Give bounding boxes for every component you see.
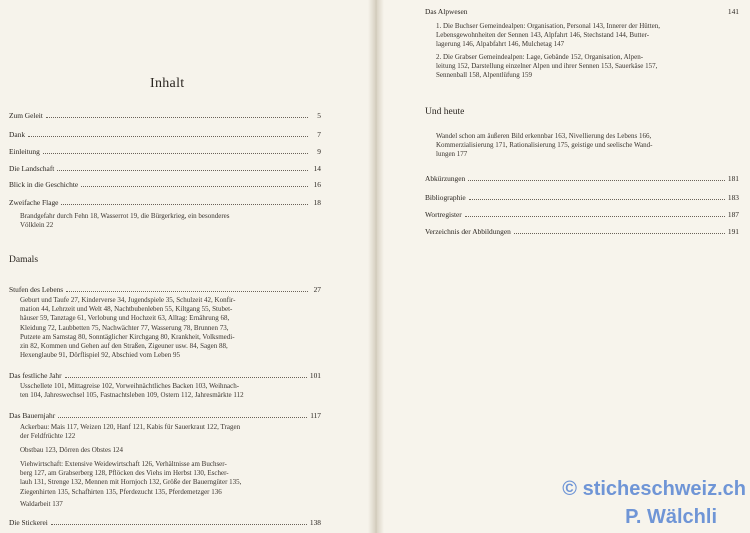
toc-entry: Das Bauernjahr 117 [9, 411, 321, 420]
toc-entry: Die Landschaft 14 [9, 164, 321, 173]
toc-subentries: Obstbau 123, Dörren des Obstes 124 [20, 446, 124, 454]
watermark-author: P. Wälchli [625, 506, 717, 528]
toc-entry: Verzeichnis der Abbildungen 191 [425, 227, 739, 236]
toc-entry: Einleitung 9 [9, 147, 321, 156]
running-head: Das Alpwesen 141 [425, 7, 739, 16]
toc-subentries: 2. Die Grabser Gemeindealpen: Lage, Gebände 152, Organisation, Alpen- leitung 152, Darstellung einzelner Alpen und ihrer Sennen 153, Sauerkäse 157, Sennenball 158, Alpentlüfung 159 [436, 53, 658, 80]
toc-entry: Die Stickerei 138 [9, 518, 321, 527]
watermark-copyright: © sticheschweiz.ch [562, 478, 746, 500]
section-heading-und-heute: Und heute [425, 107, 465, 117]
section-heading-damals: Damals [9, 255, 39, 265]
toc-subentries: Wandel schon am äußeren Bild erkennbar 163, Nivellierung des Lebens 166, Kommerzialisierung 171, Rationalisierung 175, geistige und seelische Wand- lungen 177 [436, 132, 653, 159]
toc-subentries: Viehwirtschaft: Extensive Weidewirtschaft 126, Verhältnisse am Buchser- berg 127, am Grabserberg 128, Pflöcken des Viehs im Herbst 130, Escher- lauh 131, Strenge 132, Mennen mit Hornjoch 132, Größe der Bauerngüter 135, Ziegenhirten 135, Schafhirten 135, Pferdezucht 135, Pferdemetzger 136 [20, 460, 242, 496]
toc-subentries: Brandgefahr durch Fehn 18, Wasserrot 19, die Bürgerkrieg, ein besonderes Völklein 22 [20, 212, 230, 230]
toc-entry: Zum Geleit 5 [9, 111, 321, 120]
toc-subentries: 1. Die Buchser Gemeindealpen: Organisation, Personal 143, Innerer der Hütten, Lebensgewohnheiten der Sennen 143, Alpfahrt 146, Stechstand 144, Butter- lagerung 146, Alpabfahrt 146, Mulchetag 147 [436, 22, 660, 49]
toc-entry: Blick in die Geschichte 16 [9, 180, 321, 189]
toc-entry: Zweifache Flage 18 [9, 198, 321, 207]
toc-entry: Bibliographie 183 [425, 193, 739, 202]
toc-entry: Abkürzungen 181 [425, 174, 739, 183]
toc-subentries: Usschellete 101, Mittagreise 102, Vorweihnächtliches Backen 103, Weihnach- ten 104, Jahreswechsel 105, Fastnachtsleben 109, Ostern 112, Jahresmärkte 112 [20, 382, 244, 400]
toc-subentries: Waldarbeit 137 [20, 500, 63, 508]
toc-entry: Wortregister 187 [425, 210, 739, 219]
toc-subentries: Geburt und Taufe 27, Kinderverse 34, Jugendspiele 35, Schulzeit 42, Konfir- mation 44, Lehrzeit und Welt 48, Nachtbubenleben 55, Kiltgang 55, Stubet- häuser 59, Tanztage 61, Verlobung und Hochzeit 63, Alltag: Ernährung 68, Kleidung 72, Laubbetten 75, Nachwächter 77, Wasserung 78, Brunnen 73, Putzete am Samstag 80, Sonntäglicher Kirchgang 80, Krankheit, Volksmedi- zin 82, Kommen und Gehen auf den Straßen, Zigeuner usw. 84, Sagen 88, Hexenglaube 91, Dörflispiel 92, Abschied vom Leben 95 [20, 296, 236, 360]
book-gutter [368, 0, 384, 533]
page-title: Inhalt [150, 76, 185, 91]
toc-entry: Das festliche Jahr 101 [9, 371, 321, 380]
toc-entry: Dank 7 [9, 130, 321, 139]
toc-entry: Stufen des Lebens 27 [9, 285, 321, 294]
toc-subentries: Ackerbau: Mais 117, Weizen 120, Hanf 121, Kabis für Sauerkraut 122, Tragen der Feldfrüchte 122 [20, 423, 241, 441]
